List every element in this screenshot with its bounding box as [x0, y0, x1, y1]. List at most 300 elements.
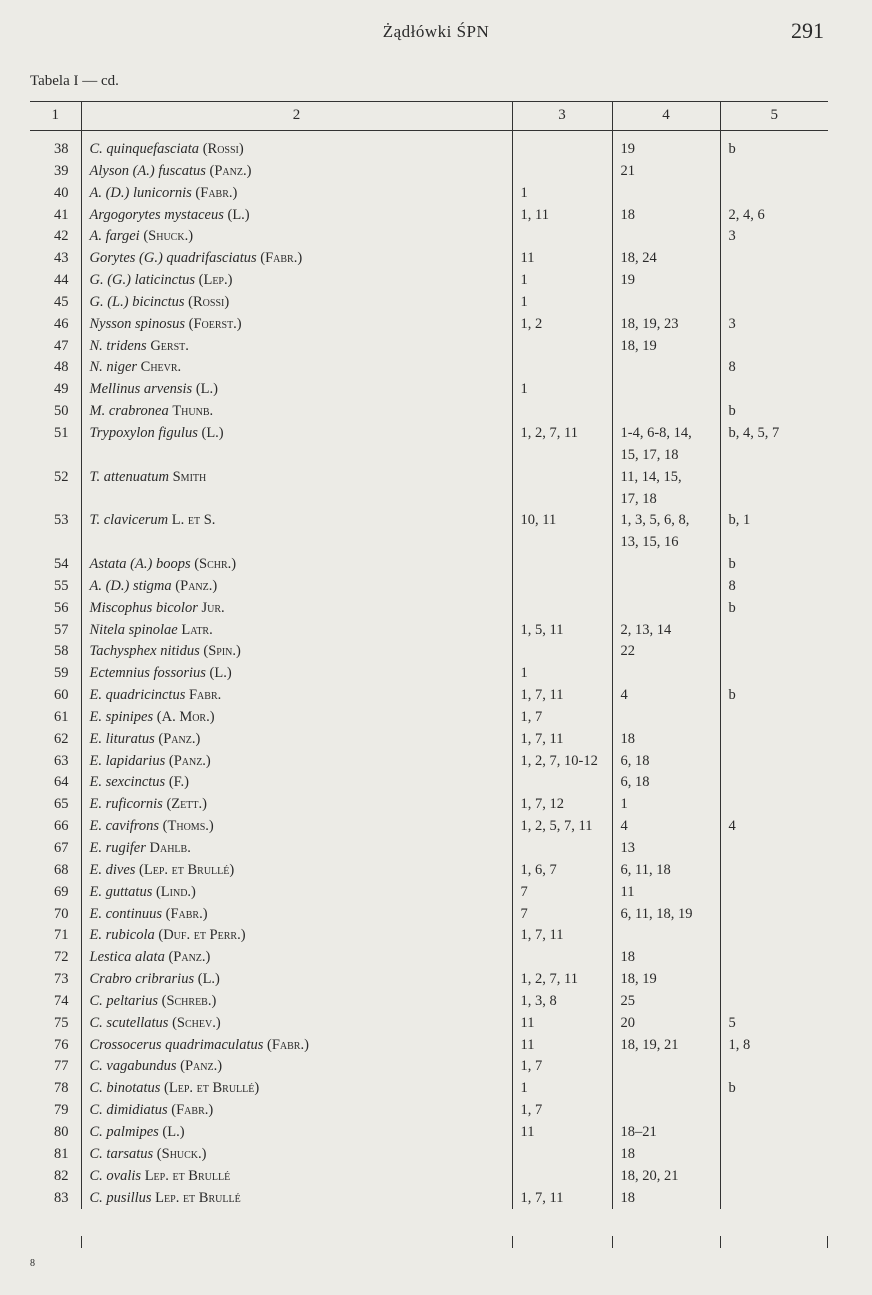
- species-author: (Panz.): [209, 162, 252, 179]
- column-3-cell: [512, 139, 612, 161]
- species-author: (Fabr.): [165, 905, 208, 922]
- species-name: N. niger: [89, 359, 138, 376]
- species-name: Argogorytes mystaceus: [89, 206, 224, 223]
- table-row: [30, 183, 828, 205]
- table-row: [30, 1144, 828, 1166]
- species-name: A. (D.) stigma: [89, 577, 172, 594]
- column-4-cell: 19: [612, 139, 720, 161]
- table-row: [30, 401, 828, 423]
- column-5-cell: [720, 751, 828, 773]
- row-number: 79: [54, 1102, 69, 1119]
- table-row: [30, 467, 828, 489]
- row-number: 39: [54, 162, 69, 179]
- species-name: C. quinquefasciata: [89, 141, 200, 157]
- row-number: 63: [54, 752, 69, 769]
- species-cell: [81, 947, 512, 969]
- table-row: [30, 1056, 828, 1078]
- column-5-cell: [720, 620, 828, 642]
- species-name: A. fargei: [89, 228, 140, 245]
- table-row: [30, 598, 828, 620]
- table-row: [30, 1035, 828, 1057]
- column-5-cell: [720, 1188, 828, 1210]
- running-head: Żądłówki ŚPN: [382, 22, 490, 41]
- column-3-cell: 1: [512, 1078, 612, 1100]
- column-5-cell: 4: [720, 816, 828, 838]
- species-name: Gorytes (G.) quadrifasciatus: [89, 250, 257, 267]
- column-5-cell: [720, 1100, 828, 1122]
- species-author: (Panz.): [168, 752, 211, 769]
- column-4-cell: [612, 1056, 720, 1078]
- species-name: C. dimidiatus: [89, 1102, 168, 1119]
- table-row: [30, 248, 828, 270]
- column-3-cell: 1, 2, 5, 7, 11: [512, 816, 612, 838]
- table-row: [30, 336, 828, 358]
- column-5-cell: 3: [720, 226, 828, 248]
- table-row: [30, 292, 828, 314]
- column-header-2: 2: [81, 102, 512, 131]
- table-row: [30, 882, 828, 904]
- species-name: C. palmipes: [89, 1123, 159, 1140]
- column-4-cell: [612, 576, 720, 598]
- row-number: 83: [54, 1189, 69, 1206]
- column-4-cell: 18, 19, 23: [612, 314, 720, 336]
- table-rule-continuation: [30, 1236, 828, 1248]
- column-4-cell: 6, 18: [612, 751, 720, 773]
- column-4-cell: 22: [612, 641, 720, 663]
- column-3-cell: [512, 467, 612, 489]
- table-row: [30, 205, 828, 227]
- species-cell: [81, 532, 512, 554]
- species-cell: [81, 1166, 512, 1188]
- column-4-cell: 17, 18: [612, 489, 720, 511]
- row-number: 77: [54, 1058, 69, 1075]
- table-row: [30, 379, 828, 401]
- column-5-cell: [720, 1056, 828, 1078]
- species-cell: [81, 620, 512, 642]
- species-cell: [81, 554, 512, 576]
- species-name: Astata (A.) boops: [89, 556, 191, 573]
- species-name: Tachysphex nitidus: [89, 643, 200, 660]
- column-4-cell: 18, 19: [612, 336, 720, 358]
- species-author: Thunb.: [172, 403, 214, 420]
- column-3-cell: 1: [512, 292, 612, 314]
- column-4-cell: 18–21: [612, 1122, 720, 1144]
- column-5-cell: [720, 641, 828, 663]
- species-cell: [81, 139, 512, 161]
- row-number: 73: [54, 971, 69, 988]
- table-row: [30, 1078, 828, 1100]
- column-4-cell: 18, 20, 21: [612, 1166, 720, 1188]
- species-name: Crabro cribrarius: [89, 971, 195, 988]
- species-author: (Rossi): [202, 141, 244, 157]
- species-name: C. ovalis: [89, 1167, 142, 1184]
- species-author: (Panz.): [158, 730, 201, 747]
- column-5-cell: [720, 838, 828, 860]
- species-cell: [81, 1035, 512, 1057]
- species-author: (Spin.): [203, 643, 241, 660]
- species-author: (Panz.): [180, 1058, 223, 1075]
- column-header-4: 4: [612, 102, 720, 131]
- row-number: 41: [54, 206, 69, 223]
- column-3-cell: [512, 641, 612, 663]
- species-cell: [81, 1100, 512, 1122]
- species-name: M. crabronea: [89, 403, 169, 420]
- row-number: 51: [54, 424, 69, 441]
- row-number: 49: [54, 381, 69, 398]
- species-author: (L.): [209, 665, 232, 682]
- table-row: [30, 554, 828, 576]
- column-3-cell: 1, 3, 8: [512, 991, 612, 1013]
- species-author: (Lind.): [155, 883, 196, 900]
- species-cell: [81, 292, 512, 314]
- column-3-cell: 11: [512, 1122, 612, 1144]
- column-3-cell: [512, 947, 612, 969]
- column-4-cell: [612, 554, 720, 576]
- table-row: [30, 314, 828, 336]
- row-number: 58: [54, 643, 69, 660]
- species-cell: [81, 161, 512, 183]
- column-4-cell: 25: [612, 991, 720, 1013]
- species-cell: [81, 794, 512, 816]
- species-author: (F.): [168, 774, 190, 791]
- species-cell: [81, 685, 512, 707]
- column-5-cell: [720, 663, 828, 685]
- species-cell: [81, 707, 512, 729]
- column-5-cell: b, 1: [720, 510, 828, 532]
- column-4-cell: 18, 24: [612, 248, 720, 270]
- column-3-cell: 1: [512, 379, 612, 401]
- row-number: 74: [54, 992, 69, 1009]
- species-cell: [81, 336, 512, 358]
- species-name: C. binotatus: [89, 1080, 161, 1097]
- species-author: Fabr.: [188, 687, 222, 704]
- species-cell: [81, 205, 512, 227]
- column-3-cell: 1, 7, 11: [512, 685, 612, 707]
- row-number: 55: [54, 577, 69, 594]
- column-5-cell: [720, 270, 828, 292]
- column-3-cell: 1, 7: [512, 707, 612, 729]
- row-number: 66: [54, 818, 69, 835]
- column-4-cell: 6, 11, 18: [612, 860, 720, 882]
- column-3-cell: 1, 7, 11: [512, 729, 612, 751]
- species-author: (Shuck.): [156, 1145, 207, 1162]
- column-header-1: 1: [30, 102, 81, 131]
- species-cell: [81, 925, 512, 947]
- column-4-cell: 11: [612, 882, 720, 904]
- table-row: [30, 904, 828, 926]
- table-row: [30, 969, 828, 991]
- species-name: C. peltarius: [89, 992, 158, 1009]
- species-author: (Fabr.): [195, 184, 238, 201]
- column-3-cell: [512, 576, 612, 598]
- column-4-cell: 19: [612, 270, 720, 292]
- table-row: [30, 226, 828, 248]
- column-5-cell: [720, 729, 828, 751]
- column-3-cell: [512, 532, 612, 554]
- row-number: 72: [54, 949, 69, 966]
- species-name: T. attenuatum: [89, 468, 169, 485]
- species-table: [30, 101, 828, 1209]
- species-author: (Fabr.): [260, 250, 303, 267]
- species-cell: [81, 1122, 512, 1144]
- species-name: Trypoxylon figulus: [89, 424, 198, 441]
- row-number: 44: [54, 272, 69, 289]
- column-5-cell: [720, 1166, 828, 1188]
- row-number: 60: [54, 687, 69, 704]
- species-author: (Panz.): [168, 949, 211, 966]
- species-author: Dahlb.: [149, 840, 191, 856]
- row-number: 62: [54, 730, 69, 747]
- column-5-cell: [720, 248, 828, 270]
- row-number: 64: [54, 774, 69, 791]
- species-cell: [81, 467, 512, 489]
- table-row: [30, 510, 828, 532]
- row-number: 82: [54, 1167, 69, 1184]
- column-4-cell: 18: [612, 947, 720, 969]
- column-3-cell: [512, 554, 612, 576]
- table-row: [30, 707, 828, 729]
- table-row: [30, 772, 828, 794]
- column-5-cell: 2, 4, 6: [720, 205, 828, 227]
- column-4-cell: [612, 292, 720, 314]
- column-5-cell: 3: [720, 314, 828, 336]
- species-author: Latr.: [181, 621, 213, 638]
- column-3-cell: 7: [512, 882, 612, 904]
- column-5-cell: [720, 707, 828, 729]
- column-3-cell: [512, 401, 612, 423]
- species-cell: [81, 183, 512, 205]
- row-number: 78: [54, 1080, 69, 1097]
- species-author: L. et S.: [171, 512, 216, 529]
- column-3-cell: 11: [512, 1013, 612, 1035]
- column-5-cell: [720, 925, 828, 947]
- species-author: Jur.: [201, 599, 225, 616]
- column-5-cell: b: [720, 139, 828, 161]
- species-cell: [81, 576, 512, 598]
- species-cell: [81, 729, 512, 751]
- species-name: C. vagabundus: [89, 1058, 177, 1075]
- row-number: 54: [54, 556, 69, 573]
- species-name: A. (D.) lunicornis: [89, 184, 192, 201]
- column-4-cell: 18: [612, 205, 720, 227]
- column-4-cell: 18: [612, 1188, 720, 1210]
- species-author: (L.): [197, 971, 220, 988]
- table-row: [30, 620, 828, 642]
- column-5-cell: b, 4, 5, 7: [720, 423, 828, 445]
- table-row: [30, 576, 828, 598]
- species-cell: [81, 379, 512, 401]
- column-4-cell: 18, 19, 21: [612, 1035, 720, 1057]
- column-4-cell: 1, 3, 5, 6, 8,: [612, 510, 720, 532]
- species-author: (Schr.): [194, 556, 237, 573]
- column-5-cell: [720, 532, 828, 554]
- species-author: Gerst.: [150, 337, 189, 354]
- column-5-cell: b: [720, 554, 828, 576]
- species-author: (Panz.): [175, 577, 218, 594]
- column-4-cell: 13, 15, 16: [612, 532, 720, 554]
- species-cell: [81, 314, 512, 336]
- column-3-cell: 1: [512, 183, 612, 205]
- column-4-cell: 2, 13, 14: [612, 620, 720, 642]
- species-name: E. quadricinctus: [89, 687, 186, 704]
- column-5-cell: [720, 489, 828, 511]
- species-cell: [81, 1078, 512, 1100]
- table-row: [30, 947, 828, 969]
- column-4-cell: [612, 226, 720, 248]
- species-cell: [81, 882, 512, 904]
- species-cell: [81, 860, 512, 882]
- species-name: T. clavicerum: [89, 512, 169, 529]
- species-name: E. continuus: [89, 905, 162, 922]
- species-cell: [81, 1144, 512, 1166]
- species-author: (Fabr.): [171, 1102, 214, 1119]
- species-name: E. lituratus: [89, 730, 155, 747]
- column-4-cell: 1-4, 6-8, 14,: [612, 423, 720, 445]
- table-row: [30, 663, 828, 685]
- column-5-cell: b: [720, 1078, 828, 1100]
- column-3-cell: [512, 445, 612, 467]
- column-3-cell: 11: [512, 1035, 612, 1057]
- column-5-cell: [720, 794, 828, 816]
- column-4-cell: 18, 19: [612, 969, 720, 991]
- column-3-cell: 1, 11: [512, 205, 612, 227]
- column-3-cell: 1, 7: [512, 1100, 612, 1122]
- row-number: 47: [54, 337, 69, 354]
- column-3-cell: [512, 226, 612, 248]
- species-author: (Zett.): [166, 796, 207, 813]
- species-author: (Shuck.): [143, 228, 194, 245]
- species-name: Ectemnius fossorius: [89, 665, 206, 682]
- column-5-cell: [720, 183, 828, 205]
- column-3-cell: 1, 5, 11: [512, 620, 612, 642]
- row-number: 80: [54, 1123, 69, 1140]
- column-4-cell: 4: [612, 685, 720, 707]
- row-number: 50: [54, 403, 69, 420]
- species-name: Lestica alata: [89, 949, 165, 966]
- column-5-cell: 8: [720, 576, 828, 598]
- row-number: 61: [54, 708, 69, 725]
- species-author: (L.): [162, 1123, 185, 1140]
- column-3-cell: [512, 336, 612, 358]
- species-name: Nitela spinolae: [89, 621, 178, 638]
- column-5-cell: [720, 882, 828, 904]
- row-number: 38: [54, 141, 69, 157]
- column-5-cell: b: [720, 401, 828, 423]
- species-cell: [81, 226, 512, 248]
- column-5-cell: [720, 947, 828, 969]
- row-number: 56: [54, 599, 69, 616]
- species-name: C. scutellatus: [89, 1014, 169, 1031]
- table-row: [30, 925, 828, 947]
- row-number: 65: [54, 796, 69, 813]
- column-3-cell: 1: [512, 663, 612, 685]
- species-name: G. (L.) bicinctus: [89, 293, 185, 310]
- species-author: (A. Mor.): [156, 708, 215, 725]
- table-row: [30, 423, 828, 445]
- column-4-cell: 13: [612, 838, 720, 860]
- species-name: C. pusillus: [89, 1189, 152, 1206]
- species-name: Mellinus arvensis: [89, 381, 193, 398]
- column-5-cell: [720, 860, 828, 882]
- species-cell: [81, 969, 512, 991]
- column-header-3: 3: [512, 102, 612, 131]
- column-3-cell: 1, 2, 7, 11: [512, 423, 612, 445]
- column-3-cell: 7: [512, 904, 612, 926]
- column-4-cell: 21: [612, 161, 720, 183]
- table-row: [30, 641, 828, 663]
- species-author: (Thoms.): [162, 818, 214, 835]
- row-number: 70: [54, 905, 69, 922]
- species-name: E. spinipes: [89, 708, 154, 725]
- column-4-cell: 18: [612, 1144, 720, 1166]
- species-author: Lep. et Brullé: [144, 1167, 231, 1184]
- table-row: [30, 1122, 828, 1144]
- species-cell: [81, 423, 512, 445]
- species-cell: [81, 1188, 512, 1210]
- species-cell: [81, 751, 512, 773]
- species-cell: [81, 357, 512, 379]
- table-row: [30, 1013, 828, 1035]
- column-4-cell: 20: [612, 1013, 720, 1035]
- column-4-cell: [612, 925, 720, 947]
- species-name: N. tridens: [89, 337, 147, 354]
- row-number: 59: [54, 665, 69, 682]
- column-5-cell: [720, 904, 828, 926]
- column-3-cell: [512, 598, 612, 620]
- column-3-cell: 1, 6, 7: [512, 860, 612, 882]
- row-number: 43: [54, 250, 69, 267]
- species-cell: [81, 401, 512, 423]
- column-3-cell: 1, 7: [512, 1056, 612, 1078]
- column-4-cell: [612, 1100, 720, 1122]
- species-cell: [81, 598, 512, 620]
- table-row: [30, 751, 828, 773]
- column-3-cell: [512, 838, 612, 860]
- table-row: [30, 729, 828, 751]
- column-4-cell: [612, 1078, 720, 1100]
- column-4-cell: [612, 598, 720, 620]
- row-number: 81: [54, 1145, 69, 1162]
- species-table-container: [30, 101, 828, 1209]
- column-3-cell: [512, 357, 612, 379]
- column-3-cell: 1, 7, 11: [512, 1188, 612, 1210]
- table-caption: Tabela I — cd.: [30, 73, 119, 89]
- column-3-cell: 1, 2, 7, 10-12: [512, 751, 612, 773]
- row-number: 48: [54, 359, 69, 376]
- species-author: Lep. et Brullé: [155, 1189, 241, 1206]
- species-author: (Lep. et Brullé): [164, 1080, 260, 1097]
- column-5-cell: [720, 161, 828, 183]
- column-5-cell: [720, 1144, 828, 1166]
- species-author: (Foerst.): [188, 315, 242, 332]
- species-author: (Lep. et Brullé): [139, 861, 235, 878]
- table-body: [30, 131, 828, 1210]
- table-row: [30, 532, 828, 554]
- column-5-cell: [720, 991, 828, 1013]
- species-name: Nysson spinosus: [89, 315, 185, 332]
- column-3-cell: [512, 1144, 612, 1166]
- species-name: Alyson (A.) fuscatus: [89, 162, 206, 179]
- table-row: [30, 1166, 828, 1188]
- column-3-cell: 10, 11: [512, 510, 612, 532]
- table-row: [30, 1100, 828, 1122]
- species-cell: [81, 1013, 512, 1035]
- column-4-cell: 6, 18: [612, 772, 720, 794]
- species-name: E. ruficornis: [89, 796, 163, 813]
- row-number: 67: [54, 840, 69, 856]
- column-3-cell: 1: [512, 270, 612, 292]
- species-name: E. lapidarius: [89, 752, 166, 769]
